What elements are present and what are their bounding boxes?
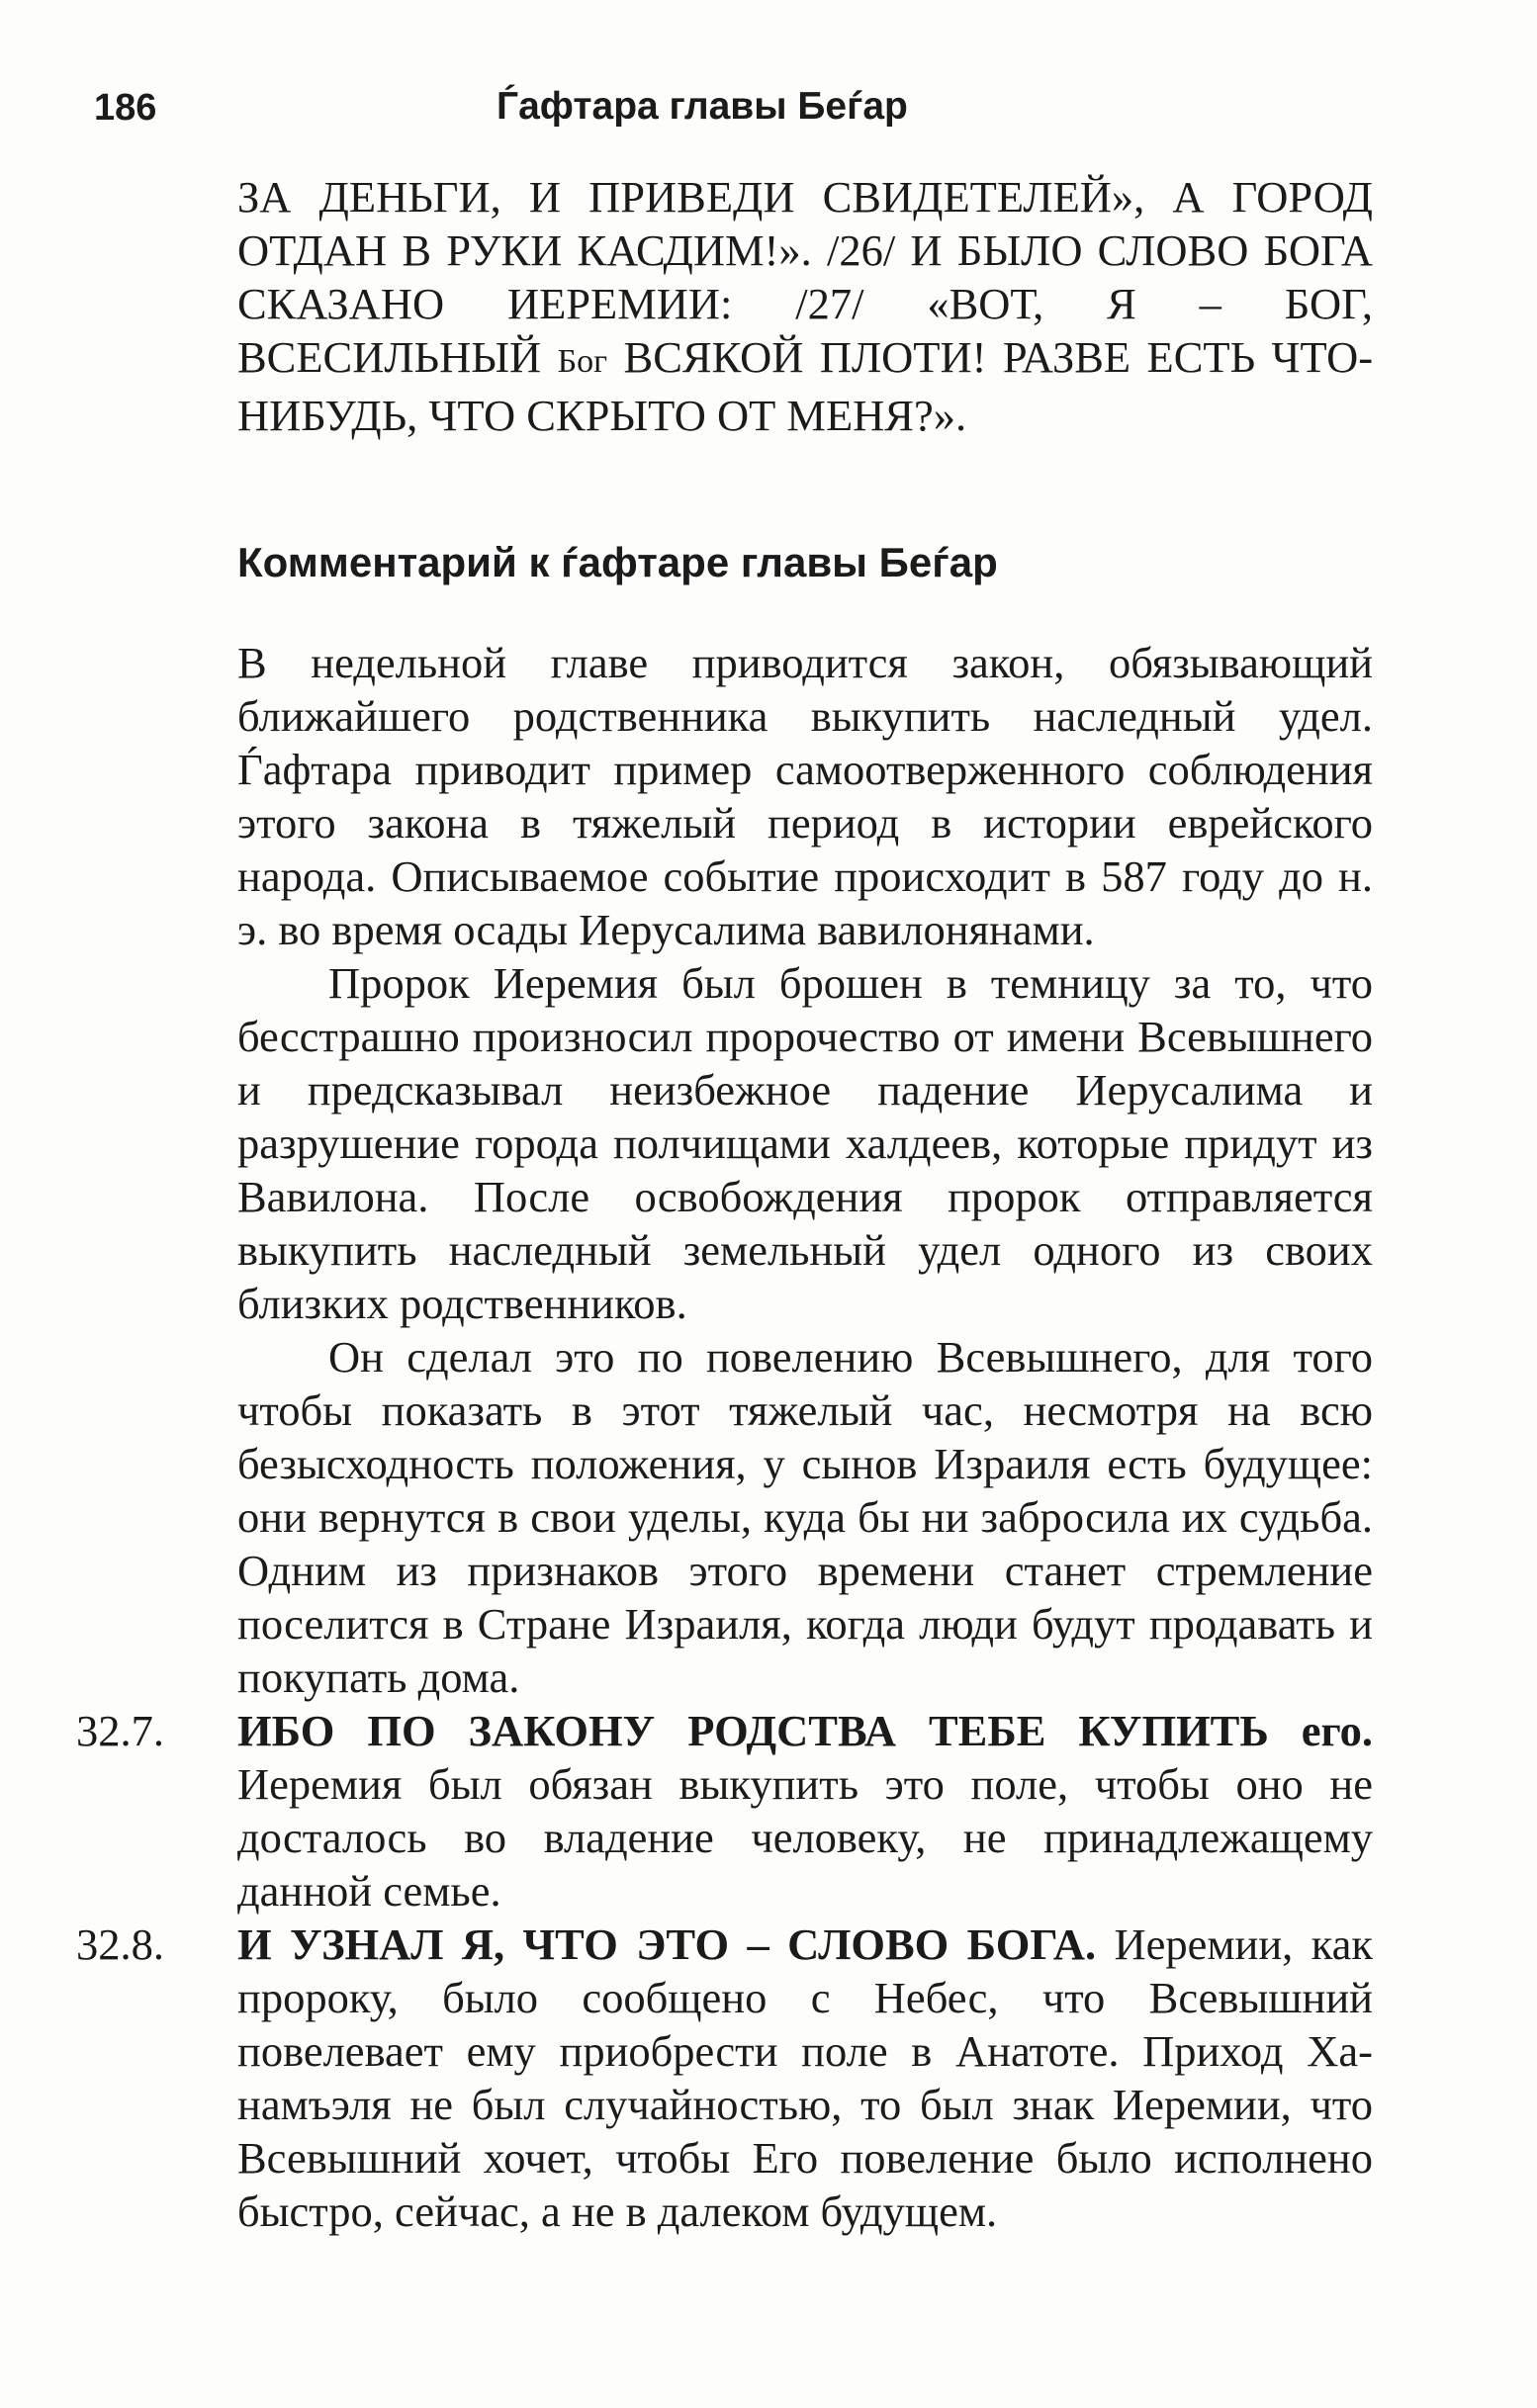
opening-text-part1: ЗА ДЕНЬГИ, И ПРИВЕДИ СВИДЕТЕЛЕЙ», А ГОРОД ОТДАН В РУКИ КАСДИМ!». /26/ И БЫЛО СЛОВО БОГА СКАЗАНО ИЕРЕМИИ: /27/ «ВОТ, Я – БОГ, ВСЕСИЛЬНЫЙ [237, 172, 1373, 382]
verse-lemma: ИБО ПО ЗАКОНУ РОДСТВА ТЕБЕ КУПИТЬ его. [237, 1706, 1373, 1755]
commentary-paragraph-3: Он сделал это по повелению Всевышнего, для того чтобы показать в этот тяжелый час, несмотря на всю безысходность положения, у сынов Израиля есть будущее: они вернутся в свои уделы, куда бы ни забросила их судьба. Одним из признаков этого времени станет стремление поселится в Стране Израиля, когда люди будут продавать и покупать дома. [237, 1332, 1373, 1702]
running-head: Ѓафтара главы Беѓар [497, 85, 908, 128]
commentary-paragraph-2: Пророк Иеремия был брошен в темницу за то, что бесстрашно произносил пророчество от имени Всевышнего и предсказывал неизбежное падение Иерусалима и разрушение города полчищами халдеев, которые придут из Вавилона. После освобождения пророк отправляется выкупить наследный земельный удел одного из своих близких родственников. [237, 958, 1373, 1328]
page-body [76, 170, 1374, 2238]
commentary-heading: Комментарий к ѓафтаре главы Беѓар [237, 539, 998, 585]
commentary-paragraph-1: В недельной главе приводится закон, обязывающий ближайшего родственника выкупить наследный удел. Ѓафтара приводит пример самоотверженного соблюдения этого закона в тяжелый период в истории еврейского народа. Описываемое событие происходит в 587 году до н. э. во время осады Иерусалима вавилонянами. [237, 638, 1373, 954]
verse-number: 32.7. [76, 1706, 164, 1755]
verse-commentary: Иеремии, как пророку, было сообщено с Небес, что Всевышний повелевает ему приобрести поле в Анатоте. Приход Ханамъэля не был случайностью, то был знак Иеремии, что Всевышний хочет, чтобы Его повеление было исполнено быстро, сейчас, а не в далеком будущем. [237, 1919, 1374, 2236]
page-number: 186 [94, 87, 157, 129]
verse-number: 32.8. [76, 1919, 164, 1969]
opening-text-small-word: Бог [557, 343, 608, 380]
verse-lemma: И УЗНАЛ Я, ЧТО ЭТО – СЛОВО БОГА. [237, 1919, 1097, 1969]
verse-32-7 [76, 1704, 1373, 1917]
verse-32-8 [76, 1917, 1374, 2238]
opening-text-part2: ВСЯКОЙ ПЛОТИ! РАЗВЕ ЕСТЬ ЧТО-НИБУДЬ, ЧТО СКРЫТО ОТ МЕНЯ?». [237, 332, 1374, 440]
opening-text [237, 170, 1373, 442]
verse-commentary: Иеремия был обязан выкупить это поле, чтобы оно не досталось во владение человеку, не принадлежащему данной семье. [237, 1759, 1373, 1916]
